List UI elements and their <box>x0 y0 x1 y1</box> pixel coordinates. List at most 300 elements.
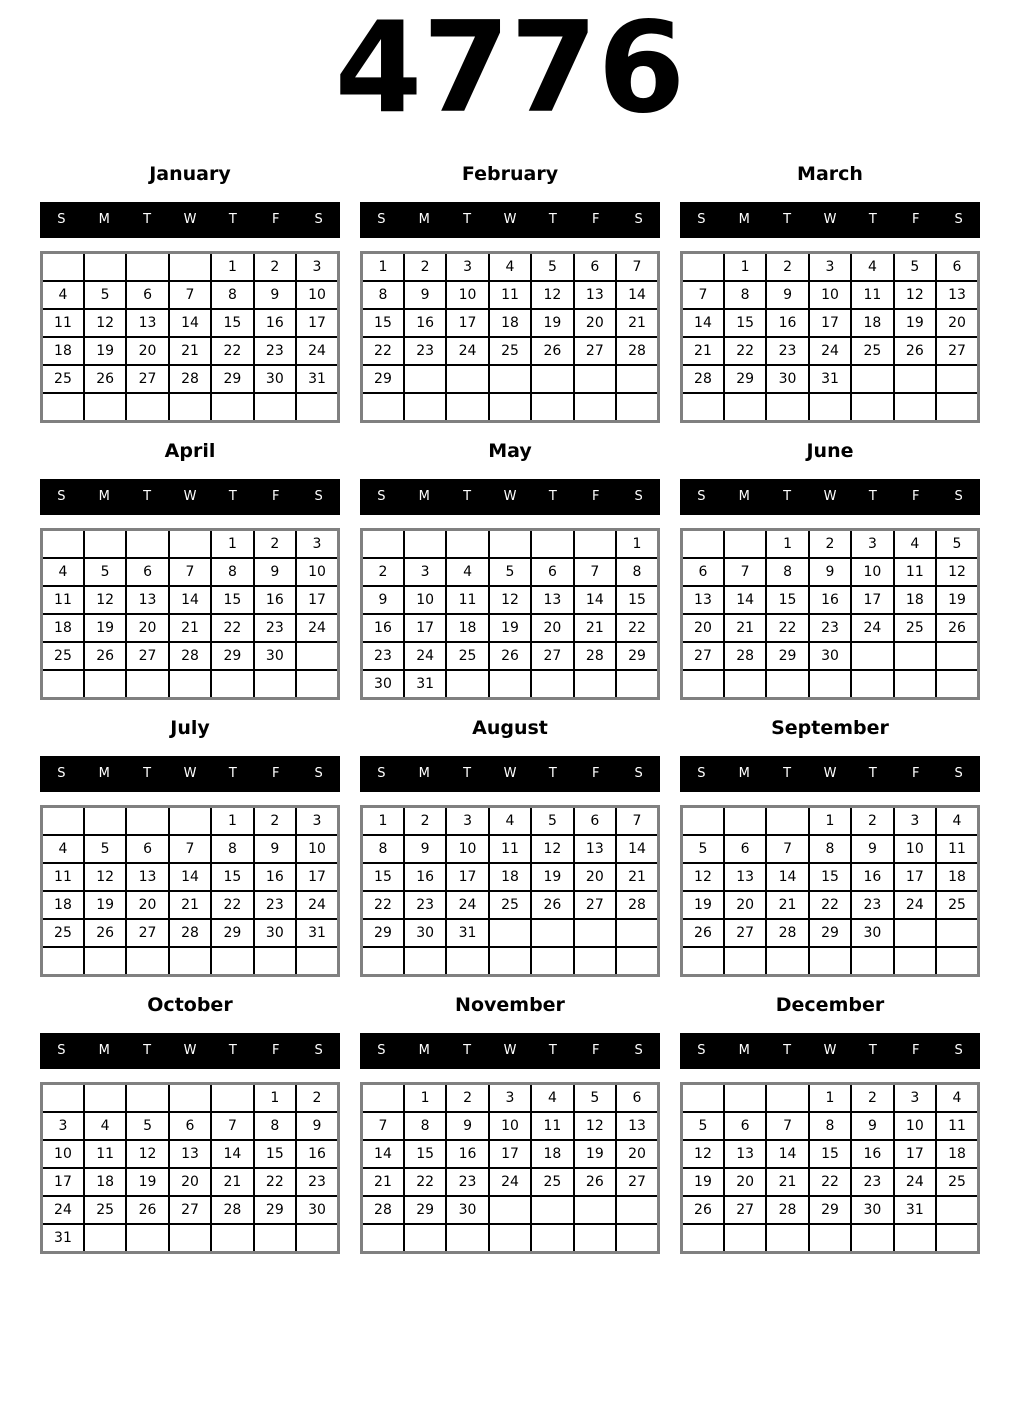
week-row <box>362 281 659 309</box>
day-cell: 8 <box>211 281 253 309</box>
day-cell: 19 <box>84 337 126 365</box>
day-cell: 21 <box>724 614 766 642</box>
day-cell: 14 <box>766 1140 808 1168</box>
day-cell: 26 <box>84 642 126 670</box>
weekday-label: S <box>377 212 386 228</box>
month-block <box>680 162 980 423</box>
month-grid <box>680 1082 980 1254</box>
month-title: December <box>775 993 885 1016</box>
day-cell: 7 <box>169 281 211 309</box>
week-row <box>682 1168 979 1196</box>
day-cell: 21 <box>616 309 658 337</box>
day-cell: 26 <box>84 919 126 947</box>
week-row <box>42 919 339 947</box>
day-cell: 22 <box>211 614 253 642</box>
day-cell: 16 <box>809 586 851 614</box>
day-cell: 6 <box>724 1112 766 1140</box>
day-cell: 7 <box>616 806 658 835</box>
day-cell: 30 <box>254 642 296 670</box>
day-cell: 17 <box>296 586 338 614</box>
week-row <box>362 365 659 393</box>
day-cell: 30 <box>446 1196 488 1224</box>
day-cell: 12 <box>126 1140 168 1168</box>
day-cell <box>169 393 211 422</box>
day-cell: 14 <box>766 863 808 891</box>
day-cell: 21 <box>169 337 211 365</box>
day-cell: 3 <box>296 252 338 281</box>
weekday-label: T <box>228 1043 237 1059</box>
day-cell: 15 <box>766 586 808 614</box>
day-cell <box>126 1224 168 1253</box>
day-cell: 24 <box>489 1168 531 1196</box>
weekday-header-bar <box>680 756 980 792</box>
month-block <box>360 993 660 1254</box>
day-cell <box>851 1224 893 1253</box>
day-cell: 19 <box>84 614 126 642</box>
day-cell: 7 <box>169 835 211 863</box>
day-cell: 5 <box>682 835 724 863</box>
day-cell: 25 <box>446 642 488 670</box>
day-cell: 13 <box>126 863 168 891</box>
day-cell <box>446 393 488 422</box>
day-cell: 10 <box>42 1140 84 1168</box>
day-cell: 2 <box>809 529 851 558</box>
day-cell <box>894 947 936 976</box>
day-cell: 30 <box>766 365 808 393</box>
day-cell <box>169 252 211 281</box>
weekday-label: F <box>271 766 280 782</box>
day-cell: 3 <box>296 529 338 558</box>
day-cell: 4 <box>936 1083 978 1112</box>
day-cell: 27 <box>126 919 168 947</box>
weekday-label: S <box>634 489 643 505</box>
day-cell: 26 <box>682 919 724 947</box>
week-row <box>682 393 979 422</box>
weekday-label: T <box>463 489 472 505</box>
day-cell <box>446 947 488 976</box>
week-row <box>42 586 339 614</box>
week-row <box>362 393 659 422</box>
day-cell: 22 <box>254 1168 296 1196</box>
day-cell: 18 <box>42 891 84 919</box>
day-cell: 27 <box>616 1168 658 1196</box>
weekday-header-bar <box>680 479 980 515</box>
week-row <box>362 1083 659 1112</box>
day-cell: 14 <box>169 309 211 337</box>
weekday-header-bar <box>40 1033 340 1069</box>
day-cell: 18 <box>936 863 978 891</box>
day-cell: 24 <box>296 891 338 919</box>
day-cell: 26 <box>936 614 978 642</box>
day-cell: 4 <box>531 1083 573 1112</box>
day-cell: 31 <box>894 1196 936 1224</box>
weekday-header-bar <box>360 756 660 792</box>
day-cell <box>126 947 168 976</box>
day-cell: 12 <box>84 586 126 614</box>
day-cell: 13 <box>126 586 168 614</box>
month-block <box>40 439 340 700</box>
day-cell: 3 <box>404 558 446 586</box>
weekday-label: W <box>503 212 517 228</box>
day-cell: 26 <box>84 365 126 393</box>
day-cell: 19 <box>682 1168 724 1196</box>
day-cell <box>489 1196 531 1224</box>
day-cell: 30 <box>809 642 851 670</box>
weekday-label: T <box>143 212 152 228</box>
weekday-label: M <box>418 212 430 228</box>
week-row <box>42 1083 339 1112</box>
day-cell <box>362 1224 404 1253</box>
day-cell <box>296 1224 338 1253</box>
month-grid <box>40 805 340 977</box>
day-cell: 23 <box>254 891 296 919</box>
day-cell: 13 <box>169 1140 211 1168</box>
day-cell: 28 <box>682 365 724 393</box>
weekday-label: T <box>548 489 557 505</box>
weekday-header-bar <box>360 479 660 515</box>
day-cell: 9 <box>254 281 296 309</box>
week-row <box>42 529 339 558</box>
day-cell: 20 <box>126 337 168 365</box>
day-cell: 19 <box>936 586 978 614</box>
day-cell: 27 <box>936 337 978 365</box>
day-cell: 9 <box>254 835 296 863</box>
day-cell: 2 <box>851 1083 893 1112</box>
day-cell: 27 <box>574 891 616 919</box>
weekday-header-bar <box>40 756 340 792</box>
day-cell: 18 <box>446 614 488 642</box>
day-cell: 25 <box>42 642 84 670</box>
week-row <box>682 670 979 699</box>
day-cell: 26 <box>489 642 531 670</box>
day-cell <box>616 393 658 422</box>
day-cell <box>446 670 488 699</box>
day-cell: 15 <box>362 309 404 337</box>
day-cell: 10 <box>446 281 488 309</box>
day-cell <box>126 529 168 558</box>
day-cell: 9 <box>446 1112 488 1140</box>
weekday-label: M <box>418 1043 430 1059</box>
day-cell: 9 <box>404 835 446 863</box>
day-cell: 6 <box>936 252 978 281</box>
day-cell: 23 <box>404 337 446 365</box>
day-cell: 30 <box>254 919 296 947</box>
day-cell <box>936 670 978 699</box>
day-cell <box>254 393 296 422</box>
day-cell: 4 <box>489 252 531 281</box>
month-grid <box>40 528 340 700</box>
day-cell: 17 <box>296 863 338 891</box>
day-cell: 7 <box>724 558 766 586</box>
day-cell: 17 <box>894 863 936 891</box>
day-cell: 13 <box>126 309 168 337</box>
day-cell: 28 <box>169 365 211 393</box>
month-title: March <box>797 162 863 185</box>
day-cell <box>894 670 936 699</box>
day-cell: 24 <box>404 642 446 670</box>
day-cell <box>296 393 338 422</box>
day-cell: 31 <box>446 919 488 947</box>
day-cell: 10 <box>894 1112 936 1140</box>
weekday-label: T <box>143 489 152 505</box>
day-cell: 22 <box>809 1168 851 1196</box>
day-cell <box>531 365 573 393</box>
weekday-header-bar <box>360 202 660 238</box>
day-cell: 20 <box>574 863 616 891</box>
weekday-label: M <box>98 212 110 228</box>
week-row <box>42 863 339 891</box>
weekday-label: M <box>738 212 750 228</box>
weekday-label: S <box>57 212 66 228</box>
day-cell: 4 <box>894 529 936 558</box>
weekday-label: T <box>463 1043 472 1059</box>
week-row <box>362 863 659 891</box>
month-block <box>680 716 980 977</box>
day-cell: 17 <box>404 614 446 642</box>
day-cell: 25 <box>851 337 893 365</box>
day-cell: 22 <box>616 614 658 642</box>
day-cell <box>126 252 168 281</box>
day-cell: 13 <box>724 1140 766 1168</box>
day-cell: 12 <box>682 1140 724 1168</box>
day-cell: 24 <box>809 337 851 365</box>
day-cell: 20 <box>724 1168 766 1196</box>
day-cell: 26 <box>574 1168 616 1196</box>
day-cell: 14 <box>682 309 724 337</box>
day-cell: 13 <box>936 281 978 309</box>
day-cell: 1 <box>362 806 404 835</box>
day-cell <box>851 947 893 976</box>
day-cell: 10 <box>446 835 488 863</box>
day-cell <box>254 670 296 699</box>
day-cell: 15 <box>211 309 253 337</box>
day-cell: 24 <box>42 1196 84 1224</box>
month-grid <box>360 251 660 423</box>
weekday-label: S <box>954 766 963 782</box>
day-cell <box>766 670 808 699</box>
weekday-label: S <box>377 489 386 505</box>
day-cell: 4 <box>446 558 488 586</box>
weekday-label: S <box>697 766 706 782</box>
day-cell: 29 <box>362 919 404 947</box>
weekday-label: T <box>143 766 152 782</box>
day-cell <box>489 919 531 947</box>
weekday-label: S <box>634 766 643 782</box>
day-cell: 24 <box>851 614 893 642</box>
week-row <box>682 365 979 393</box>
day-cell: 30 <box>296 1196 338 1224</box>
day-cell: 29 <box>362 365 404 393</box>
day-cell: 15 <box>211 863 253 891</box>
day-cell: 22 <box>766 614 808 642</box>
day-cell: 30 <box>851 1196 893 1224</box>
week-row <box>42 670 339 699</box>
day-cell: 17 <box>446 309 488 337</box>
weekday-label: T <box>868 489 877 505</box>
day-cell <box>169 947 211 976</box>
weekday-label: W <box>183 766 197 782</box>
day-cell <box>936 393 978 422</box>
day-cell: 8 <box>724 281 766 309</box>
day-cell: 28 <box>211 1196 253 1224</box>
day-cell: 9 <box>809 558 851 586</box>
week-row <box>42 393 339 422</box>
week-row <box>362 586 659 614</box>
day-cell: 1 <box>404 1083 446 1112</box>
day-cell: 1 <box>211 806 253 835</box>
month-block <box>40 993 340 1254</box>
day-cell <box>809 1224 851 1253</box>
day-cell: 29 <box>211 642 253 670</box>
day-cell: 5 <box>531 252 573 281</box>
weekday-label: W <box>823 489 837 505</box>
day-cell: 3 <box>809 252 851 281</box>
day-cell: 28 <box>169 919 211 947</box>
day-cell: 23 <box>851 1168 893 1196</box>
day-cell: 21 <box>362 1168 404 1196</box>
day-cell: 16 <box>254 863 296 891</box>
day-cell: 19 <box>126 1168 168 1196</box>
day-cell: 19 <box>682 891 724 919</box>
month-grid <box>680 528 980 700</box>
day-cell: 23 <box>766 337 808 365</box>
day-cell: 19 <box>489 614 531 642</box>
day-cell: 5 <box>682 1112 724 1140</box>
weekday-header-bar <box>680 202 980 238</box>
day-cell <box>724 1224 766 1253</box>
weekday-label: F <box>591 1043 600 1059</box>
week-row <box>362 1224 659 1253</box>
day-cell: 17 <box>851 586 893 614</box>
day-cell <box>84 947 126 976</box>
day-cell: 6 <box>682 558 724 586</box>
day-cell: 28 <box>616 337 658 365</box>
day-cell: 29 <box>211 919 253 947</box>
day-cell: 27 <box>126 642 168 670</box>
weekday-label: S <box>314 1043 323 1059</box>
month-grid <box>360 528 660 700</box>
month-title: August <box>472 716 548 739</box>
week-row <box>362 309 659 337</box>
day-cell: 29 <box>766 642 808 670</box>
day-cell: 20 <box>682 614 724 642</box>
day-cell: 29 <box>254 1196 296 1224</box>
day-cell <box>724 947 766 976</box>
month-block <box>40 162 340 423</box>
day-cell <box>894 393 936 422</box>
day-cell: 2 <box>254 806 296 835</box>
weekday-label: T <box>548 1043 557 1059</box>
day-cell: 14 <box>362 1140 404 1168</box>
day-cell: 25 <box>84 1196 126 1224</box>
day-cell <box>574 1224 616 1253</box>
day-cell: 29 <box>724 365 766 393</box>
weekday-label: S <box>697 489 706 505</box>
day-cell <box>574 919 616 947</box>
day-cell <box>531 1196 573 1224</box>
day-cell: 18 <box>84 1168 126 1196</box>
weekday-label: T <box>228 489 237 505</box>
day-cell <box>42 1083 84 1112</box>
day-cell <box>724 670 766 699</box>
day-cell: 4 <box>489 806 531 835</box>
day-cell: 28 <box>169 642 211 670</box>
day-cell: 23 <box>404 891 446 919</box>
day-cell: 25 <box>936 1168 978 1196</box>
day-cell <box>724 806 766 835</box>
day-cell: 29 <box>809 919 851 947</box>
day-cell: 13 <box>616 1112 658 1140</box>
day-cell: 14 <box>724 586 766 614</box>
month-block <box>680 439 980 700</box>
day-cell: 25 <box>894 614 936 642</box>
day-cell: 5 <box>84 281 126 309</box>
day-cell: 30 <box>254 365 296 393</box>
day-cell <box>936 947 978 976</box>
day-cell <box>42 529 84 558</box>
day-cell <box>489 365 531 393</box>
day-cell <box>766 1083 808 1112</box>
day-cell: 6 <box>574 806 616 835</box>
day-cell: 21 <box>169 891 211 919</box>
weekday-label: T <box>463 212 472 228</box>
day-cell: 10 <box>489 1112 531 1140</box>
day-cell <box>766 1224 808 1253</box>
day-cell: 14 <box>616 835 658 863</box>
day-cell: 13 <box>574 835 616 863</box>
day-cell: 20 <box>936 309 978 337</box>
week-row <box>42 281 339 309</box>
day-cell: 11 <box>531 1112 573 1140</box>
day-cell: 7 <box>211 1112 253 1140</box>
day-cell: 25 <box>489 891 531 919</box>
day-cell: 22 <box>211 337 253 365</box>
day-cell: 23 <box>296 1168 338 1196</box>
week-row <box>682 337 979 365</box>
day-cell: 8 <box>362 281 404 309</box>
day-cell: 1 <box>724 252 766 281</box>
day-cell: 8 <box>404 1112 446 1140</box>
month-title: October <box>147 993 233 1016</box>
day-cell: 23 <box>254 337 296 365</box>
day-cell <box>682 1083 724 1112</box>
day-cell: 19 <box>531 863 573 891</box>
day-cell <box>574 365 616 393</box>
day-cell <box>404 1224 446 1253</box>
day-cell <box>446 529 488 558</box>
day-cell: 30 <box>362 670 404 699</box>
day-cell: 5 <box>84 835 126 863</box>
week-row <box>42 1112 339 1140</box>
weekday-label: W <box>823 212 837 228</box>
day-cell: 16 <box>254 586 296 614</box>
day-cell <box>766 947 808 976</box>
day-cell: 24 <box>296 614 338 642</box>
day-cell: 17 <box>489 1140 531 1168</box>
day-cell <box>724 1083 766 1112</box>
day-cell <box>851 393 893 422</box>
day-cell <box>211 947 253 976</box>
day-cell: 10 <box>809 281 851 309</box>
day-cell: 18 <box>489 863 531 891</box>
day-cell: 1 <box>211 529 253 558</box>
day-cell <box>531 947 573 976</box>
day-cell <box>489 1224 531 1253</box>
weekday-label: F <box>911 1043 920 1059</box>
day-cell: 22 <box>404 1168 446 1196</box>
week-row <box>42 1140 339 1168</box>
day-cell: 5 <box>574 1083 616 1112</box>
